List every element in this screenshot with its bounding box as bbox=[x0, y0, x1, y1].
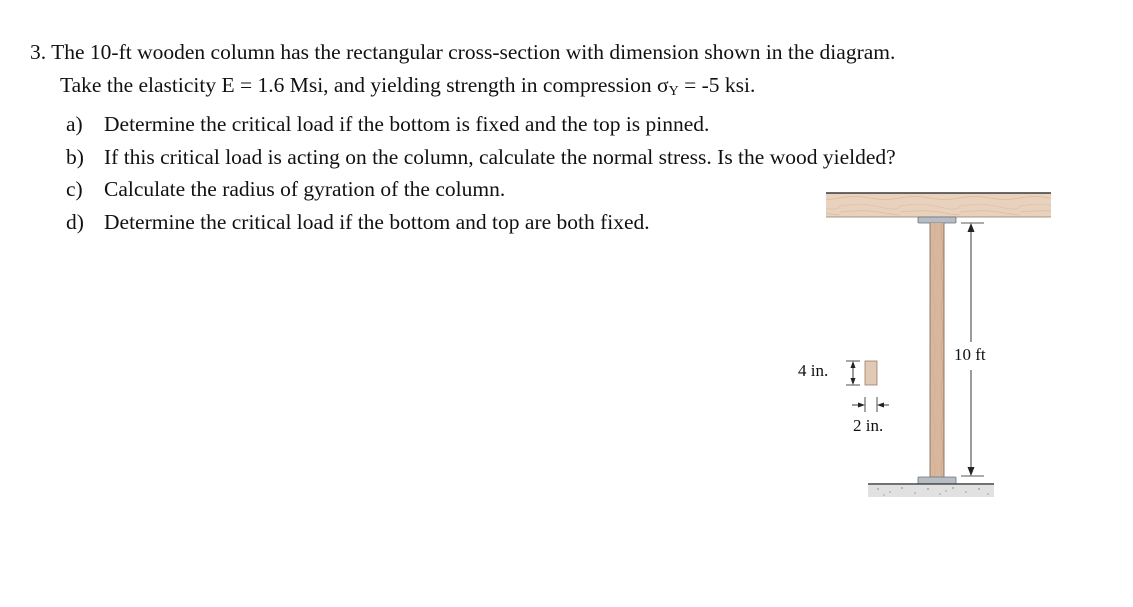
width-dimension bbox=[852, 397, 889, 412]
wooden-column bbox=[930, 223, 944, 477]
height-label: 10 ft bbox=[954, 345, 986, 364]
cross-section bbox=[865, 361, 877, 385]
question-label: c) bbox=[66, 177, 83, 201]
top-beam bbox=[826, 193, 1051, 217]
depth-dimension bbox=[846, 361, 860, 385]
problem-line-2-end: = -5 ksi. bbox=[678, 72, 756, 97]
bottom-cap-plate bbox=[918, 477, 956, 484]
top-cap-plate bbox=[918, 217, 956, 223]
ground bbox=[868, 484, 994, 497]
question-label: a) bbox=[66, 112, 83, 136]
width-label: 2 in. bbox=[853, 416, 884, 435]
question-label: b) bbox=[66, 144, 84, 169]
question-text: If this critical load is acting on the column, calculate the normal stress. Is the wood yielded? bbox=[104, 144, 896, 169]
question-text: Determine the critical load if the bottom is fixed and the top is pinned. bbox=[104, 112, 710, 136]
depth-label: 4 in. bbox=[798, 361, 829, 380]
problem-line-1: 3. The 10-ft wooden column has the rectangular cross-section with dimension shown in the diagram. bbox=[30, 40, 896, 64]
sigma-subscript: Y bbox=[668, 83, 679, 99]
problem-line-2-text: Take the elasticity E = 1.6 Msi, and yielding strength in compression σ bbox=[60, 72, 669, 97]
question-text: Determine the critical load if the bottom and top are both fixed. bbox=[104, 209, 650, 234]
question-label: d) bbox=[66, 209, 84, 234]
question-text: Calculate the radius of gyration of the column. bbox=[104, 177, 506, 201]
